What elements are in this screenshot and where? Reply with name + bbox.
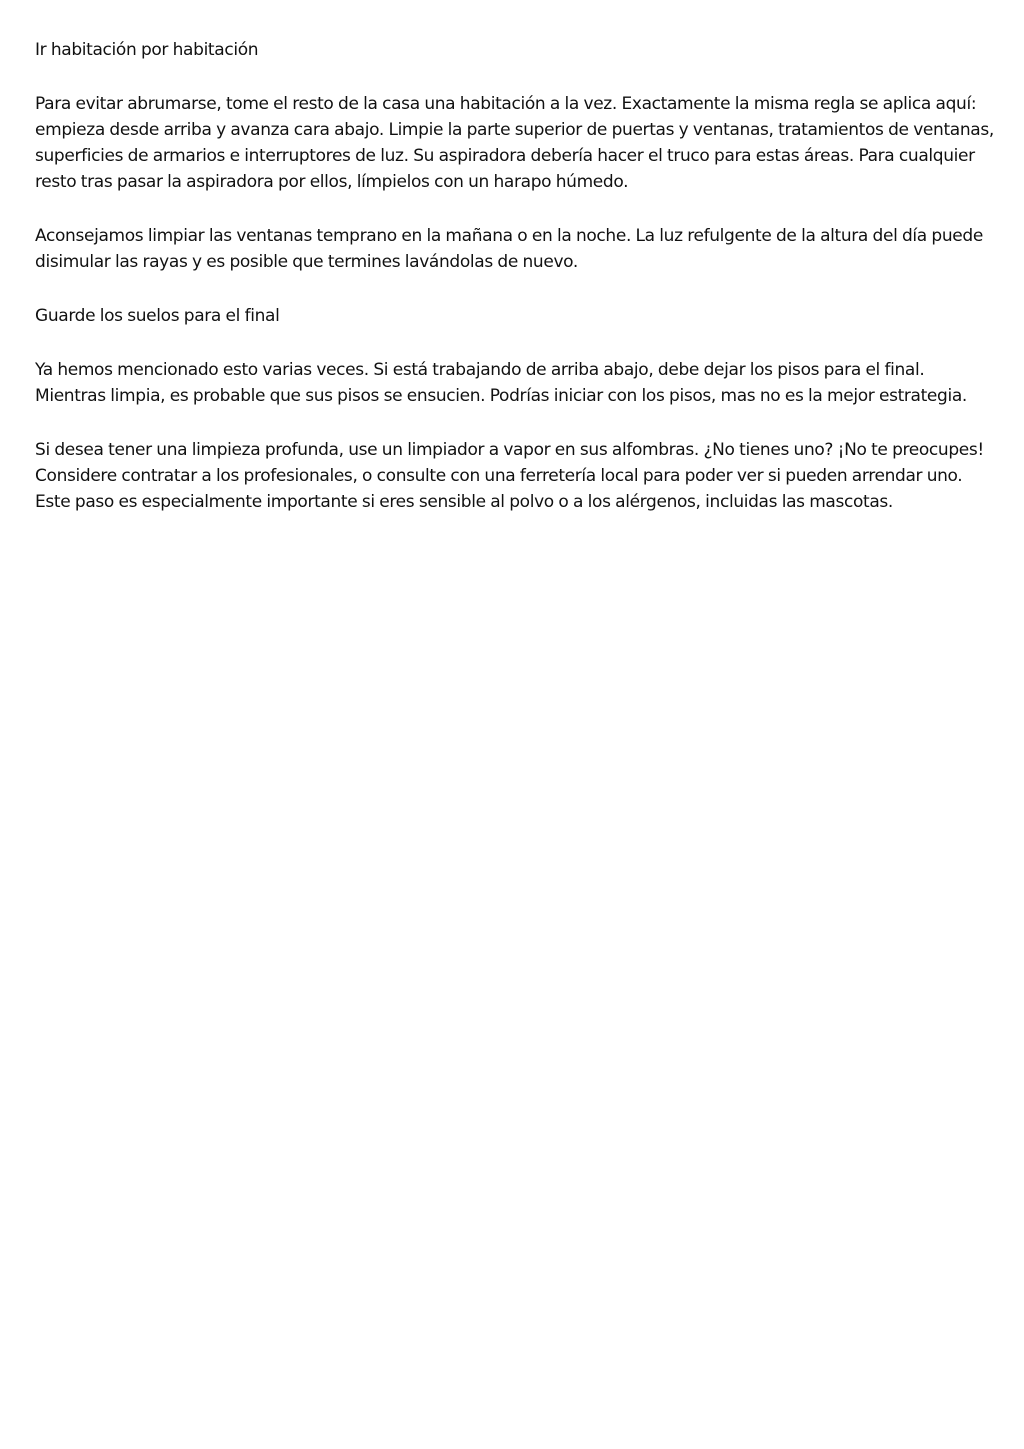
- document-page: [35, 37, 997, 543]
- paragraph-deep-cleaning: Si desea tener una limpieza profunda, use un limpiador a vapor en sus alfombras. ¿No tienes uno? ¡No te preocupes! Considere contratar a los profesionales, o consulte con una ferretería local para poder ver si pueden arrendar uno. Este paso es especialmente importante si eres sensible al polvo o a los alérgenos, incluidas las mascotas.: [35, 440, 984, 512]
- section-heading-room-by-room: Ir habitación por habitación: [35, 40, 259, 60]
- section-heading-floors-last: Guarde los suelos para el final: [35, 306, 280, 326]
- paragraph-room-by-room: Para evitar abrumarse, tome el resto de la casa una habitación a la vez. Exactamente la misma regla se aplica aquí: empieza desde arriba y avanza cara abajo. Limpie la parte superior de puertas y ventanas, tratamientos de ventanas, superficies de armarios e interruptores de luz. Su aspiradora debería hacer el truco para estas áreas. Para cualquier resto tras pasar la aspiradora por ellos, límpielos con un harapo húmedo.: [35, 94, 994, 192]
- paragraph-floors-last: Ya hemos mencionado esto varias veces. Si está trabajando de arriba abajo, debe dejar los pisos para el final. Mientras limpia, es probable que sus pisos se ensucien. Podrías iniciar con los pisos, mas no es la mejor estrategia.: [35, 360, 967, 406]
- paragraph-windows-advice: Aconsejamos limpiar las ventanas temprano en la mañana o en la noche. La luz refulgente de la altura del día puede disimular las rayas y es posible que termines lavándolas de nuevo.: [35, 226, 983, 272]
